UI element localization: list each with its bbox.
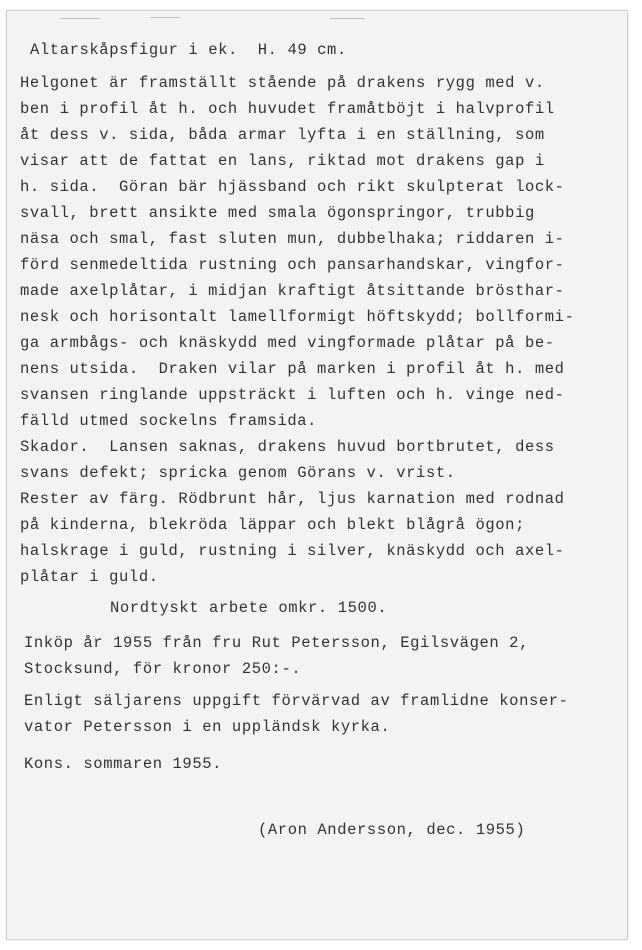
paint-line: plåtar i guld. bbox=[20, 568, 159, 586]
purchase-line: Stocksund, för kronor 250:-. bbox=[24, 660, 302, 678]
seller-info-line: vator Petersson i en uppländsk kyrka. bbox=[24, 718, 391, 736]
description-line: ga armbågs- och knäskydd med vingformade plåtar på be- bbox=[20, 334, 555, 352]
origin-line: Nordtyskt arbete omkr. 1500. bbox=[110, 599, 388, 617]
paint-line: på kinderna, blekröda läppar och blekt blågrå ögon; bbox=[20, 516, 525, 534]
description-line: förd senmedeltida rustning och pansarhandskar, vingfor- bbox=[20, 256, 565, 274]
description-line: nesk och horisontalt lamellformigt höftskydd; bollformi- bbox=[20, 308, 575, 326]
damage-line: svans defekt; spricka genom Görans v. vrist. bbox=[20, 464, 456, 482]
description-line: h. sida. Göran bär hjässband och rikt skulpterat lock- bbox=[20, 178, 565, 196]
description-line: ben i profil åt h. och huvudet framåtböjt i halvprofil bbox=[20, 100, 555, 118]
conservation-line: Kons. sommaren 1955. bbox=[24, 755, 223, 773]
paint-line: Rester av färg. Rödbrunt hår, ljus karnation med rodnad bbox=[20, 490, 565, 508]
scan-mark bbox=[330, 18, 365, 19]
signature-line: (Aron Andersson, dec. 1955) bbox=[258, 821, 526, 839]
description-line: näsa och smal, fast sluten mun, dubbelhaka; riddaren i- bbox=[20, 230, 565, 248]
description-line: svall, brett ansikte med smala ögonspringor, trubbig bbox=[20, 204, 535, 222]
paint-line: halskrage i guld, rustning i silver, knäskydd och axel- bbox=[20, 542, 565, 560]
description-line: fälld utmed sockelns framsida. bbox=[20, 412, 318, 430]
description-line: svansen ringlande uppsträckt i luften och h. vinge ned- bbox=[20, 386, 565, 404]
description-line: åt dess v. sida, båda armar lyfta i en ställning, som bbox=[20, 126, 545, 144]
description-line: made axelplåtar, i midjan kraftigt åtsittande brösthar- bbox=[20, 282, 565, 300]
scan-mark bbox=[60, 18, 100, 19]
description-line: Helgonet är framställt stående på drakens rygg med v. bbox=[20, 74, 545, 92]
scan-mark bbox=[150, 17, 180, 18]
damage-line: Skador. Lansen saknas, drakens huvud bortbrutet, dess bbox=[20, 438, 555, 456]
card-title: Altarskåpsfigur i ek. H. 49 cm. bbox=[30, 41, 347, 59]
purchase-line: Inköp år 1955 från fru Rut Petersson, Egilsvägen 2, bbox=[24, 634, 529, 652]
description-line: nens utsida. Draken vilar på marken i profil åt h. med bbox=[20, 360, 565, 378]
seller-info-line: Enligt säljarens uppgift förvärvad av framlidne konser- bbox=[24, 692, 569, 710]
description-line: visar att de fattat en lans, riktad mot drakens gap i bbox=[20, 152, 545, 170]
